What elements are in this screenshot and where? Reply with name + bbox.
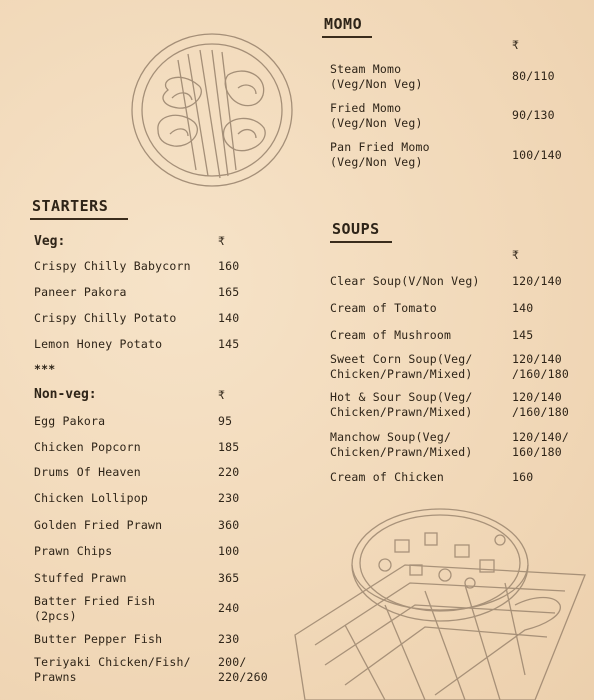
momo-item-name: Pan Fried Momo (Veg/Non Veg) — [330, 140, 430, 169]
veg-currency: ₹ — [218, 234, 226, 248]
soup-bowl-illustration — [285, 505, 594, 700]
nonveg-subheading: Non-veg: — [34, 387, 97, 402]
starter-item-name: Chicken Popcorn — [34, 440, 141, 454]
starter-item-price: 100 — [218, 544, 240, 558]
starter-item-price: 145 — [218, 337, 240, 351]
momo-item-name: Fried Momo (Veg/Non Veg) — [330, 101, 423, 130]
soups-heading-underline — [330, 241, 392, 243]
soup-item-name: Cream of Tomato — [330, 301, 437, 315]
soup-item-name: Clear Soup(V/Non Veg) — [330, 274, 480, 288]
starter-item-price: 200/ 220/260 — [218, 655, 268, 684]
soup-item-name: Manchow Soup(Veg/ Chicken/Prawn/Mixed) — [330, 430, 473, 459]
starter-item-name: Lemon Honey Potato — [34, 337, 163, 351]
momo-item-name: Steam Momo (Veg/Non Veg) — [330, 62, 423, 91]
section-separator: *** — [34, 362, 56, 376]
soup-item-price: 145 — [512, 328, 534, 342]
soup-item-price: 120/140 — [512, 274, 562, 288]
soup-item-name: Sweet Corn Soup(Veg/ Chicken/Prawn/Mixed) — [330, 352, 473, 381]
starter-item-name: Golden Fried Prawn — [34, 518, 163, 532]
starter-item-name: Crispy Chilly Babycorn — [34, 259, 191, 273]
momo-currency: ₹ — [512, 38, 520, 52]
starters-heading: STARTERS — [32, 197, 109, 215]
starter-item-price: 140 — [218, 311, 240, 325]
soups-heading: SOUPS — [332, 220, 380, 238]
starter-item-price: 230 — [218, 491, 240, 505]
momo-plate-illustration — [128, 30, 300, 190]
momo-heading: MOMO — [324, 15, 363, 33]
starter-item-price: 220 — [218, 465, 240, 479]
nonveg-currency: ₹ — [218, 388, 226, 402]
starter-item-name: Batter Fried Fish (2pcs) — [34, 594, 156, 623]
starter-item-price: 95 — [218, 414, 233, 428]
momo-item-price: 100/140 — [512, 148, 562, 162]
starter-item-price: 365 — [218, 571, 240, 585]
starter-item-name: Prawn Chips — [34, 544, 113, 558]
starter-item-name: Butter Pepper Fish — [34, 632, 163, 646]
soup-item-price: 120/140/ 160/180 — [512, 430, 569, 459]
starters-heading-underline — [30, 218, 128, 220]
soup-item-price: 120/140 /160/180 — [512, 390, 569, 419]
soup-item-price: 140 — [512, 301, 534, 315]
soup-item-price: 120/140 /160/180 — [512, 352, 569, 381]
soup-item-name: Cream of Mushroom — [330, 328, 452, 342]
starter-item-name: Drums Of Heaven — [34, 465, 141, 479]
momo-item-price: 90/130 — [512, 108, 555, 122]
starter-item-price: 165 — [218, 285, 240, 299]
starter-item-name: Egg Pakora — [34, 414, 106, 428]
starter-item-price: 360 — [218, 518, 240, 532]
starter-item-name: Crispy Chilly Potato — [34, 311, 177, 325]
starter-item-name: Chicken Lollipop — [34, 491, 148, 505]
momo-item-price: 80/110 — [512, 69, 555, 83]
starter-item-price: 230 — [218, 632, 240, 646]
starter-item-name: Paneer Pakora — [34, 285, 127, 299]
starter-item-name: Stuffed Prawn — [34, 571, 127, 585]
soup-item-name: Cream of Chicken — [330, 470, 444, 484]
veg-subheading: Veg: — [34, 234, 66, 249]
soups-currency: ₹ — [512, 248, 520, 262]
starter-item-price: 240 — [218, 601, 240, 615]
starter-item-price: 160 — [218, 259, 240, 273]
soup-item-price: 160 — [512, 470, 534, 484]
starter-item-price: 185 — [218, 440, 240, 454]
starter-item-name: Teriyaki Chicken/Fish/ Prawns — [34, 655, 191, 684]
soup-item-name: Hot & Sour Soup(Veg/ Chicken/Prawn/Mixed) — [330, 390, 473, 419]
momo-heading-underline — [322, 36, 372, 38]
